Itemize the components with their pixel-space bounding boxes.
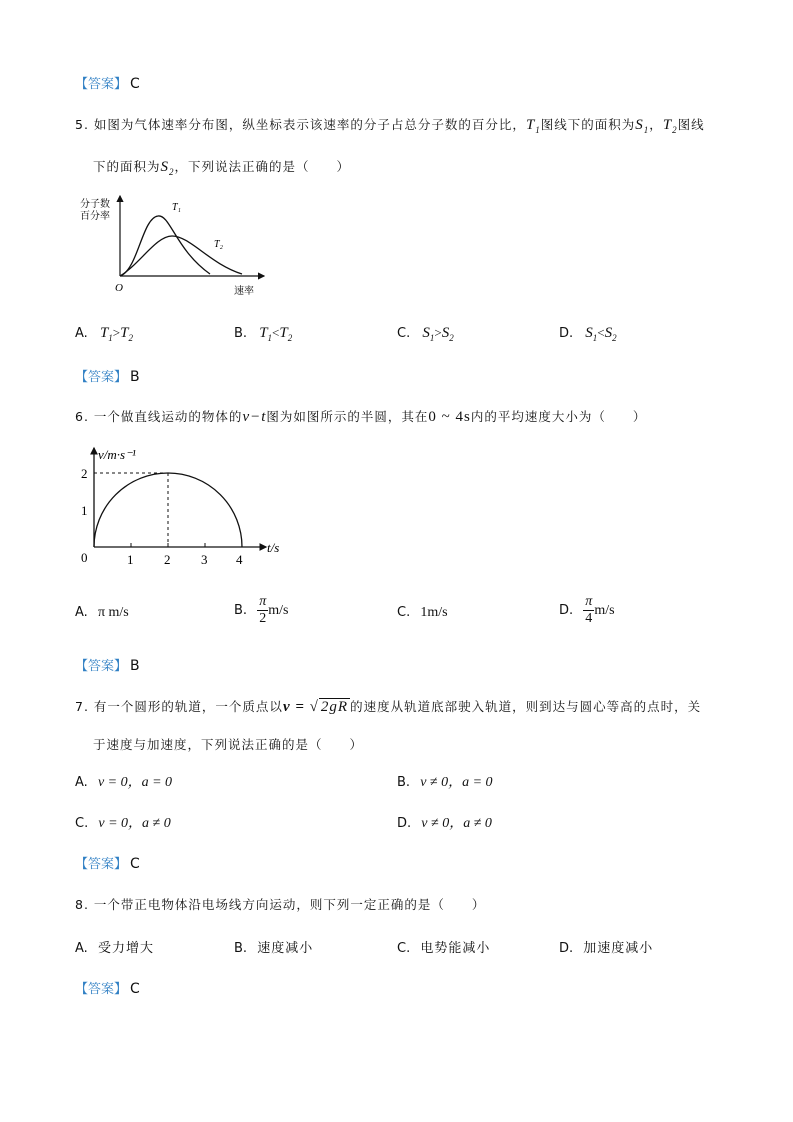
answer-label: 【答案】: [75, 659, 128, 674]
y-label-line1: 分子数: [80, 199, 110, 210]
y-label: v/m·s⁻¹: [98, 447, 136, 462]
q7-option-d[interactable]: D. v ≠ 0，a ≠ 0: [397, 816, 492, 831]
stem-text: 一个带正电物体沿电场线方向运动，则下列一定正确的是（ ）: [93, 897, 486, 912]
q7-answer: [75, 853, 140, 872]
question-number: 6.: [75, 409, 89, 424]
q7-stem-line1: [75, 697, 701, 716]
x-tick-4: 4: [236, 552, 243, 567]
comma: ，: [649, 117, 663, 132]
q8-stem: [75, 895, 485, 913]
x-label: 速率: [234, 286, 254, 297]
x-tick-2: 2: [164, 552, 171, 567]
q6-option-c[interactable]: C. 1m/s: [397, 605, 448, 620]
answer-value: C: [130, 981, 140, 997]
answer-value: C: [130, 76, 140, 92]
y-tick-0: 0: [81, 550, 88, 565]
formula-lhs: v =: [282, 699, 310, 715]
stem-text: 图线: [677, 117, 705, 132]
q7-option-a[interactable]: A. v = 0，a = 0: [75, 775, 173, 790]
x-label: t/s: [267, 540, 280, 555]
x-tick-3: 3: [201, 552, 208, 567]
q7-option-b[interactable]: B. v ≠ 0，a = 0: [397, 775, 493, 790]
symbol-s1: $S_1$: [635, 117, 650, 135]
q5-option-b[interactable]: B. $T_1<T_2$: [234, 325, 293, 343]
origin-label: O: [115, 282, 123, 294]
q6-option-b[interactable]: B. $\frac{\pi}{2}$ m/s: [234, 594, 289, 626]
q5-stem-line1: [75, 115, 705, 135]
answer-value: C: [130, 856, 140, 872]
y-tick-2: 2: [81, 466, 88, 481]
question-number: 5.: [75, 117, 89, 132]
formula-radicand: 2gR: [320, 699, 349, 715]
q7-stem-line2: [93, 735, 363, 753]
symbol-s2: $S_2$: [160, 159, 175, 177]
q6-answer: [75, 655, 140, 674]
stem-text: ，下列说法正确的是（ ）: [174, 159, 351, 174]
q5-option-a[interactable]: A. $T_1>T_2$: [75, 325, 133, 343]
stem-text: 下的面积为: [93, 159, 161, 174]
y-label-line2: 百分率: [80, 211, 110, 222]
q5-distribution-figure: [78, 190, 278, 300]
vt-symbol: v−t: [242, 409, 267, 425]
time-range: 0 ~ 4s: [428, 409, 471, 425]
q6-stem: [75, 407, 646, 426]
q4-answer: [75, 73, 140, 92]
q7-option-c[interactable]: C. v = 0，a ≠ 0: [75, 816, 171, 831]
symbol-t1: $T_1$: [525, 117, 541, 135]
sqrt-symbol: √: [309, 699, 319, 715]
q5-answer: [75, 366, 140, 385]
answer-label: 【答案】: [75, 370, 128, 385]
stem-text: 图为如图所示的半圆，其在: [266, 409, 429, 424]
answer-label: 【答案】: [75, 982, 128, 997]
q8-option-c[interactable]: C. 电势能减小: [397, 941, 491, 956]
q5-stem-line2: [93, 157, 350, 177]
stem-text: 一个做直线运动的物体的: [93, 409, 243, 424]
stem-text: 于速度与加速度，下列说法正确的是（ ）: [93, 737, 364, 752]
curve-t2: [120, 236, 242, 276]
q6-option-a[interactable]: A. π m/s: [75, 605, 129, 620]
stem-text: 图线下的面积为: [540, 117, 636, 132]
stem-text: 内的平均速度大小为（ ）: [470, 409, 647, 424]
curve-label-t1: T₁: [172, 202, 182, 213]
q8-option-a[interactable]: A. 受力增大: [75, 941, 154, 956]
question-number: 7.: [75, 699, 89, 714]
q6-option-d[interactable]: D. $\frac{\pi}{4}$ m/s: [559, 594, 615, 626]
q8-option-b[interactable]: B. 速度减小: [234, 941, 314, 956]
answer-value: B: [130, 658, 140, 674]
symbol-t2: $T_2$: [662, 117, 678, 135]
q5-option-d[interactable]: D. $S_1<S_2$: [559, 325, 617, 343]
q5-option-c[interactable]: C. $S_1>S_2$: [397, 325, 454, 343]
answer-label: 【答案】: [75, 857, 128, 872]
q6-vt-figure: [74, 440, 294, 570]
question-number: 8.: [75, 897, 89, 912]
answer-value: B: [130, 369, 140, 385]
q8-answer: [75, 978, 140, 997]
stem-text: 如图为气体速率分布图，纵坐标表示该速率的分子占总分子数的百分比，: [93, 117, 526, 132]
stem-text: 有一个圆形的轨道，一个质点以: [93, 699, 283, 714]
curve-t1: [120, 216, 210, 276]
y-tick-1: 1: [81, 503, 88, 518]
curve-label-t2: T₂: [214, 239, 224, 250]
q8-option-d[interactable]: D. 加速度减小: [559, 941, 654, 956]
stem-text: 的速度从轨道底部驶入轨道，则到达与圆心等高的点时，关: [350, 699, 702, 714]
answer-label: 【答案】: [75, 77, 128, 92]
x-tick-1: 1: [127, 552, 134, 567]
